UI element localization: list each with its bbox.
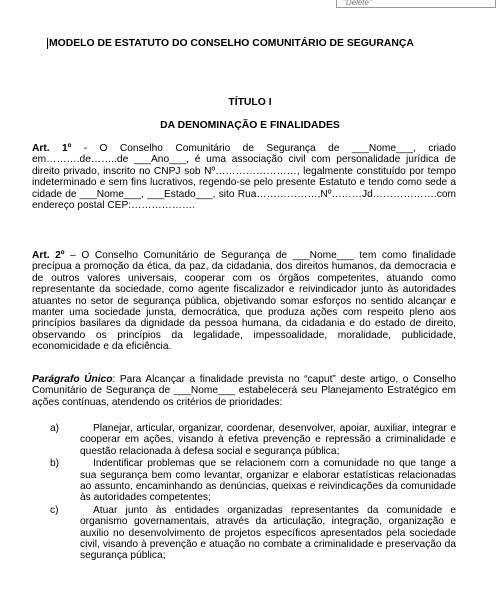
article-1 [32,143,456,211]
sole-paragraph-label: Parágrafo Único [32,374,113,385]
list-item-marker: b) [50,458,60,470]
delete-placeholder-label: "Delete" [343,0,372,7]
article-1-text: - O Conselho Comunitário de Segurança de ___Nome___, criado em……….de……..de ___Ano___, é uma associação civil com personalidade jurídica de direito privado, inscrito no CNPJ sob Nº……………………, legalmente constituído por tempo indeterminado e sem fins lucrativos, regendo-se pelo presente Estatuto e tendo como sede a cidade de ___Nome___, ___Estado___, sito Rua………………,Nº………Jd……………….com endereço postal CEP:………………. [32,143,456,212]
chapter-heading: TÍTULO I [228,97,272,108]
list-item-text: Atuar junto às entidades organizadas representantes da comunidade e organismo governamentais, através da articulação, integração, organização e auxilio no desenvolvimento de projetos específicos apresentados pela sociedade civil, visando à prevenção e atuação no combate a criminalidade e preservação da segurança pública; [80,504,456,562]
list-item-marker: a) [50,423,60,434]
list-item-marker: c) [50,504,59,516]
article-2-label: Art. 2º [32,250,65,261]
list-item [32,423,456,457]
list-item [32,458,456,504]
document-title: MODELO DE ESTATUTO DO CONSELHO COMUNITÁRIO DE SEGURANÇA [47,38,469,49]
list-item-text: Indentificar problemas que se relacionem com a comunidade no que tange a sua segurança bem como levantar, organizar e elaborar estatísticas relacionadas ao assunto, encaminhando as denúncias, queixas e reivindicações da comunidade às autoridades competentes; [80,458,456,504]
chapter-subtitle: DA DENOMINAÇÃO E FINALIDADES [160,120,340,131]
sole-paragraph-text: : Para Alcançar a finalidade prevista no “caput” deste artigo, o Conselho Comunitário de Segurança de ___Nome___ estabelecerá seu Planejamento Estratégico em ações contínuas, atendendo os critérios de prioridades: [32,374,456,408]
article-1-label: Art. 1º [32,143,72,154]
priority-list [32,423,456,563]
list-item-text: Planejar, articular, organizar, coordenar, desenvolver, apoiar, auxiliar, integrar e cooperar em ações, visando à efetiva prevenção e repressão a criminalidade e questão relacionada à defesa social e segurança pública; [80,423,456,457]
list-item [32,505,456,562]
sole-paragraph [32,374,456,408]
article-2-text: – O Conselho Comunitário de Segurança de ___Nome___ tem como finalidade precípua a promoção da ética, da paz, da cidadania, dos direitos humanos, da democracia e de outros valores universais, cooperar com os órgãos competentes, atuando como representante da sociedade, como agente fiscalizador e reivindicador junto às autoridades atuantes no setor de segurança pública, objetivando somar esforços no sentido alcançar e manter uma sociedade junsta, democrática, que produza ações com respeito pleno aos princípios basilares da dignidade da pessoa humana, da cidadania e do estado de direito, observando os princípios da legalidade, impessoalidade, moralidade, publicidade, economicidade e da eficiência. [32,250,457,353]
article-2 [32,250,456,353]
